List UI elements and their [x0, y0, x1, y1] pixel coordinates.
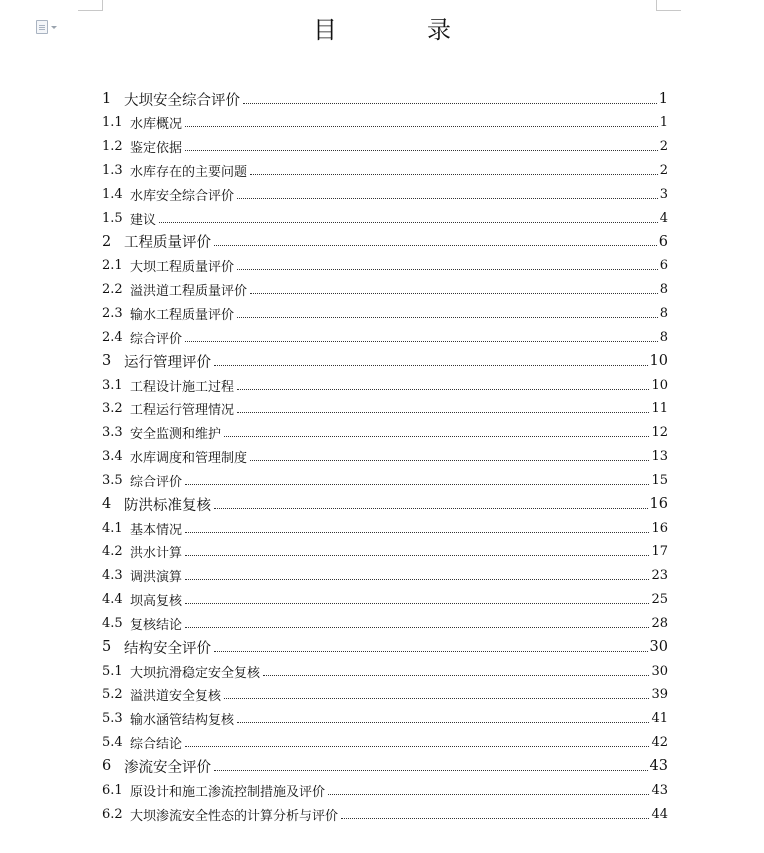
- dot-leader: [185, 149, 658, 151]
- toc-entry-page: 2: [659, 139, 668, 155]
- dot-leader: [250, 292, 658, 294]
- toc-entry-number: 5.3: [102, 711, 123, 727]
- toc-entry-page: 10: [649, 353, 668, 370]
- toc-entry[interactable]: [102, 468, 668, 492]
- page-title: [0, 10, 764, 45]
- toc-entry[interactable]: [102, 254, 668, 278]
- toc-entry-title: 大坝安全综合评价: [124, 92, 240, 109]
- toc-entry-title: 综合评价: [130, 331, 183, 347]
- dot-leader: [237, 316, 658, 318]
- toc-entry[interactable]: [102, 635, 668, 659]
- dot-leader: [185, 578, 649, 580]
- toc-entry-page: 43: [651, 782, 668, 798]
- dot-leader: [185, 602, 649, 604]
- toc-entry-page: 11: [651, 401, 668, 417]
- toc-entry-number: 3.1: [102, 377, 123, 393]
- toc-entry-page: 41: [651, 711, 668, 727]
- toc-entry[interactable]: [102, 731, 668, 755]
- toc-entry-title: 水库存在的主要问题: [130, 164, 248, 180]
- toc-entry-title: 水库调度和管理制度: [130, 450, 248, 466]
- toc-entry-page: 16: [651, 520, 668, 536]
- toc-entry-number: 5.1: [102, 663, 123, 679]
- dot-leader: [237, 268, 658, 270]
- toc-entry-number: 5.2: [102, 687, 123, 703]
- toc-entry[interactable]: [102, 278, 668, 302]
- toc-entry-title: 渗流安全评价: [124, 759, 211, 776]
- toc-entry-title: 大坝抗滑稳定安全复核: [130, 665, 261, 681]
- toc-entry[interactable]: [102, 778, 668, 802]
- dot-leader: [250, 459, 649, 461]
- dot-leader: [185, 340, 658, 342]
- title-char-2: 录: [427, 16, 451, 44]
- toc-entry-number: 2.4: [102, 329, 123, 345]
- toc-entry-title: 建议: [130, 212, 157, 228]
- toc-entry[interactable]: [102, 540, 668, 564]
- toc-entry-number: 2: [102, 233, 112, 250]
- toc-entry[interactable]: [102, 588, 668, 612]
- toc-entry[interactable]: [102, 683, 668, 707]
- dot-leader: [185, 745, 649, 747]
- toc-entry[interactable]: [102, 159, 668, 183]
- toc-entry-page: 30: [649, 639, 668, 656]
- toc-entry-title: 溢洪道工程质量评价: [130, 284, 248, 300]
- toc-entry-title: 工程设计施工过程: [130, 379, 235, 395]
- toc-entry-page: 23: [651, 568, 668, 584]
- dot-leader: [328, 793, 649, 795]
- toc-entry-number: 6.1: [102, 782, 123, 798]
- toc-entry[interactable]: [102, 421, 668, 445]
- toc-entry-page: 15: [651, 472, 668, 488]
- toc-entry-number: 3.3: [102, 425, 123, 441]
- toc-entry-title: 输水工程质量评价: [130, 307, 235, 323]
- toc-entry-title: 综合结论: [130, 736, 183, 752]
- toc-entry[interactable]: [102, 302, 668, 326]
- title-char-1: 目: [313, 16, 337, 44]
- toc-entry-number: 2.1: [102, 258, 123, 274]
- toc-entry-number: 4.5: [102, 615, 123, 631]
- toc-entry[interactable]: [102, 516, 668, 540]
- toc-entry-number: 1: [102, 91, 112, 107]
- toc-entry-page: 1: [659, 115, 668, 131]
- toc-entry[interactable]: [102, 564, 668, 588]
- toc-entry-title: 防洪标准复核: [124, 497, 211, 514]
- toc-entry-title: 运行管理评价: [124, 354, 211, 371]
- dot-leader: [214, 244, 657, 246]
- dot-leader: [224, 435, 649, 437]
- toc-entry-number: 4.3: [102, 568, 123, 584]
- dot-leader: [185, 626, 649, 628]
- toc-entry-page: 8: [659, 282, 668, 298]
- toc-entry-title: 工程运行管理情况: [130, 403, 235, 419]
- toc-entry-number: 5.4: [102, 734, 123, 750]
- toc-entry-title: 输水涵管结构复核: [130, 713, 235, 729]
- toc-entry-page: 44: [651, 806, 668, 822]
- toc-entry-page: 30: [651, 663, 668, 679]
- toc-entry[interactable]: [102, 182, 668, 206]
- toc-entry-page: 8: [659, 305, 668, 321]
- toc-entry[interactable]: [102, 492, 668, 516]
- dot-leader: [237, 721, 649, 723]
- toc-entry-page: 1: [658, 91, 668, 107]
- dot-leader: [341, 817, 649, 819]
- toc-entry-number: 6: [102, 758, 112, 775]
- toc-entry[interactable]: [102, 373, 668, 397]
- toc-entry-page: 6: [659, 258, 668, 274]
- toc-entry[interactable]: [102, 707, 668, 731]
- toc-entry-title: 调洪演算: [130, 570, 183, 586]
- toc-entry-number: 3.2: [102, 401, 123, 417]
- toc-entry-number: 4: [102, 496, 112, 513]
- toc-entry-title: 大坝工程质量评价: [130, 260, 235, 276]
- toc-entry-number: 2.2: [102, 282, 123, 298]
- toc-entry-number: 6.2: [102, 806, 123, 822]
- toc-entry-page: 13: [651, 448, 668, 464]
- toc-entry-page: 8: [659, 329, 668, 345]
- dot-leader: [214, 650, 648, 652]
- toc-entry-page: 28: [651, 615, 668, 631]
- dot-leader: [185, 125, 658, 127]
- dot-leader: [263, 674, 649, 676]
- toc-entry-page: 3: [659, 186, 668, 202]
- toc-entry-number: 3.5: [102, 472, 123, 488]
- dot-leader: [214, 507, 648, 509]
- dot-leader: [185, 483, 649, 485]
- toc-entry-page: 12: [651, 425, 668, 441]
- toc-entry[interactable]: [102, 445, 668, 469]
- toc-entry-page: 4: [659, 210, 668, 226]
- toc-entry-page: 39: [651, 687, 668, 703]
- toc-entry-number: 3: [102, 353, 112, 370]
- toc-entry[interactable]: [102, 87, 668, 111]
- dot-leader: [214, 769, 648, 771]
- dot-leader: [243, 102, 657, 104]
- toc-entry-title: 大坝渗流安全性态的计算分析与评价: [130, 808, 339, 824]
- toc-entry-page: 42: [651, 734, 668, 750]
- toc-entry-number: 5: [102, 639, 112, 656]
- table-of-contents: [102, 87, 668, 826]
- toc-entry-title: 溢洪道安全复核: [130, 689, 222, 705]
- dot-leader: [185, 531, 649, 533]
- dot-leader: [237, 411, 649, 413]
- toc-entry-title: 综合评价: [130, 474, 183, 490]
- toc-entry-title: 复核结论: [130, 617, 183, 633]
- toc-entry-number: 3.4: [102, 448, 123, 464]
- toc-entry[interactable]: [102, 349, 668, 373]
- toc-entry[interactable]: [102, 325, 668, 349]
- toc-entry-title: 结构安全评价: [124, 640, 211, 657]
- dot-leader: [185, 554, 649, 556]
- toc-entry-title: 水库概况: [130, 117, 183, 133]
- dot-leader: [250, 173, 658, 175]
- dot-leader: [237, 388, 649, 390]
- toc-entry[interactable]: [102, 659, 668, 683]
- toc-entry[interactable]: [102, 611, 668, 635]
- toc-entry-page: 17: [651, 544, 668, 560]
- toc-entry[interactable]: [102, 230, 668, 254]
- toc-entry-page: 10: [651, 377, 668, 393]
- toc-entry[interactable]: [102, 111, 668, 135]
- toc-entry-number: 4.2: [102, 544, 123, 560]
- toc-entry-title: 洪水计算: [130, 546, 183, 562]
- toc-entry-title: 坝高复核: [130, 593, 183, 609]
- toc-entry-page: 43: [649, 758, 668, 775]
- toc-entry-page: 2: [659, 162, 668, 178]
- dot-leader: [214, 364, 648, 366]
- toc-entry[interactable]: [102, 754, 668, 778]
- toc-entry[interactable]: [102, 135, 668, 159]
- toc-entry-title: 水库安全综合评价: [130, 188, 235, 204]
- toc-entry-number: 1.4: [102, 186, 123, 202]
- toc-entry-number: 2.3: [102, 305, 123, 321]
- toc-entry-number: 4.1: [102, 520, 123, 536]
- toc-entry-title: 安全监测和维护: [130, 427, 222, 443]
- toc-entry-page: 25: [651, 591, 668, 607]
- dot-leader: [224, 697, 649, 699]
- toc-entry-page: 6: [658, 233, 668, 250]
- toc-entry[interactable]: [102, 397, 668, 421]
- toc-entry-title: 基本情况: [130, 522, 183, 538]
- toc-entry-title: 原设计和施工渗流控制措施及评价: [130, 784, 326, 800]
- toc-entry[interactable]: [102, 802, 668, 826]
- toc-entry-number: 1.3: [102, 162, 123, 178]
- toc-entry-title: 鉴定依据: [130, 141, 183, 157]
- toc-entry-title: 工程质量评价: [124, 235, 211, 252]
- toc-entry[interactable]: [102, 206, 668, 230]
- toc-entry-number: 1.1: [102, 115, 123, 131]
- dot-leader: [237, 197, 658, 199]
- toc-entry-page: 16: [649, 496, 668, 513]
- toc-entry-number: 4.4: [102, 591, 123, 607]
- toc-entry-number: 1.2: [102, 139, 123, 155]
- toc-entry-number: 1.5: [102, 210, 123, 226]
- dot-leader: [159, 221, 658, 223]
